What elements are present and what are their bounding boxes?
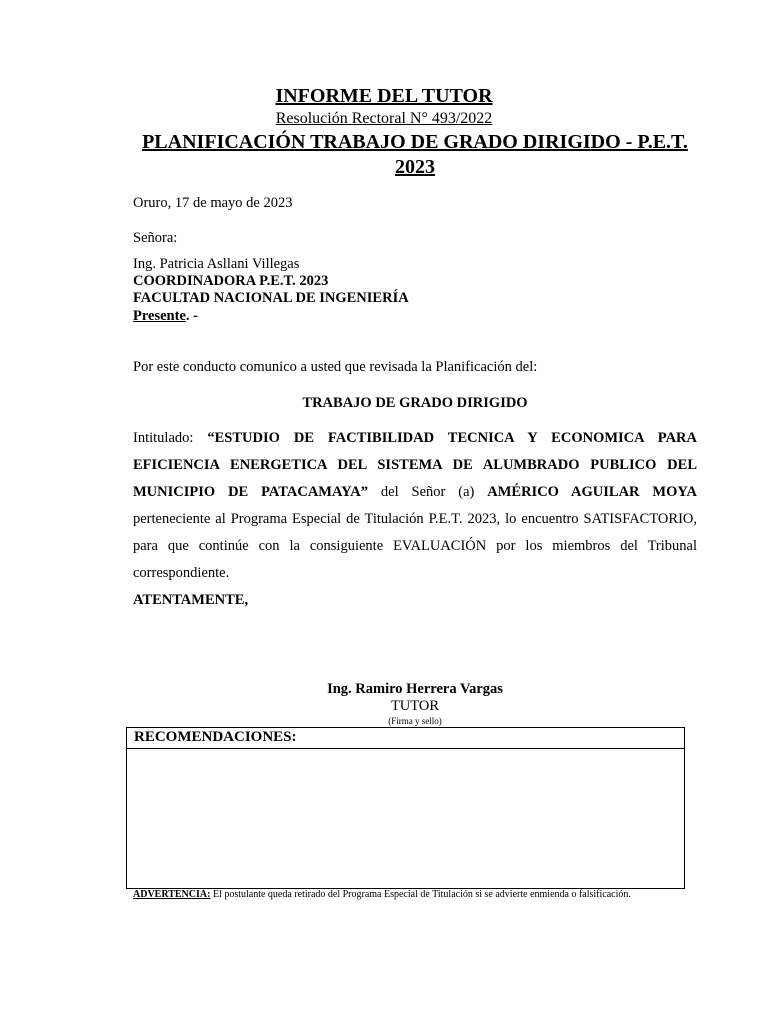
warning-label: ADVERTENCIA:	[133, 889, 211, 900]
recommendations-label: RECOMENDACIONES:	[127, 728, 684, 749]
presente-line	[133, 308, 697, 325]
warning-text: El postulante queda retirado del Programa Especial de Titulación si se advierte enmienda o falsificación.	[210, 889, 631, 900]
body-rest: perteneciente al Programa Especial de Titulación P.E.T. 2023, lo encuentro SATISFACTORIO, para que continúe con la consiguiente EVALUACIÓN por los miembros del Tribunal correspondiente.	[133, 511, 697, 581]
student-name: AMÉRICO AGUILAR MOYA	[487, 484, 698, 500]
recipient-role: COORDINADORA P.E.T. 2023	[133, 273, 329, 289]
presente-suffix: . -	[185, 308, 198, 324]
resolution-line: Resolución Rectoral N° 493/2022	[275, 110, 493, 127]
document-subtitle: PLANIFICACIÓN TRABAJO DE GRADO DIRIGIDO - P.E.T. 2023	[142, 131, 688, 178]
warning-line	[133, 889, 713, 900]
signer-role: TUTOR	[390, 698, 440, 714]
body-paragraph	[133, 425, 697, 587]
document-title: INFORME DEL TUTOR	[275, 85, 493, 107]
recipient-faculty: FACULTAD NACIONAL DE INGENIERÍA	[133, 290, 409, 306]
project-title: “ESTUDIO DE FACTIBILIDAD TECNICA Y ECONOMICA PARA EFICIENCIA ENERGETICA DEL SISTEMA DE ALUMBRADO PUBLICO DEL MUNICIPIO DE PATACAMAYA”	[133, 430, 697, 500]
presente-label: Presente	[133, 308, 186, 324]
place-date: Oruro, 17 de mayo de 2023	[133, 195, 293, 211]
recommendations-box	[126, 727, 685, 889]
salutation: Señora:	[133, 230, 178, 246]
intro-text: Por este conducto comunico a usted que revisada la Planificación del:	[133, 359, 538, 375]
closing: ATENTAMENTE,	[133, 592, 249, 608]
titled-label: Intitulado:	[133, 430, 208, 446]
signature-note: (Firma y sello)	[388, 716, 442, 726]
recipient-name: Ing. Patricia Asllani Villegas	[133, 256, 300, 272]
of-label: del Señor (a)	[368, 484, 488, 500]
work-type: TRABAJO DE GRADO DIRIGIDO	[302, 395, 528, 411]
signer-name: Ing. Ramiro Herrera Vargas	[327, 681, 503, 697]
